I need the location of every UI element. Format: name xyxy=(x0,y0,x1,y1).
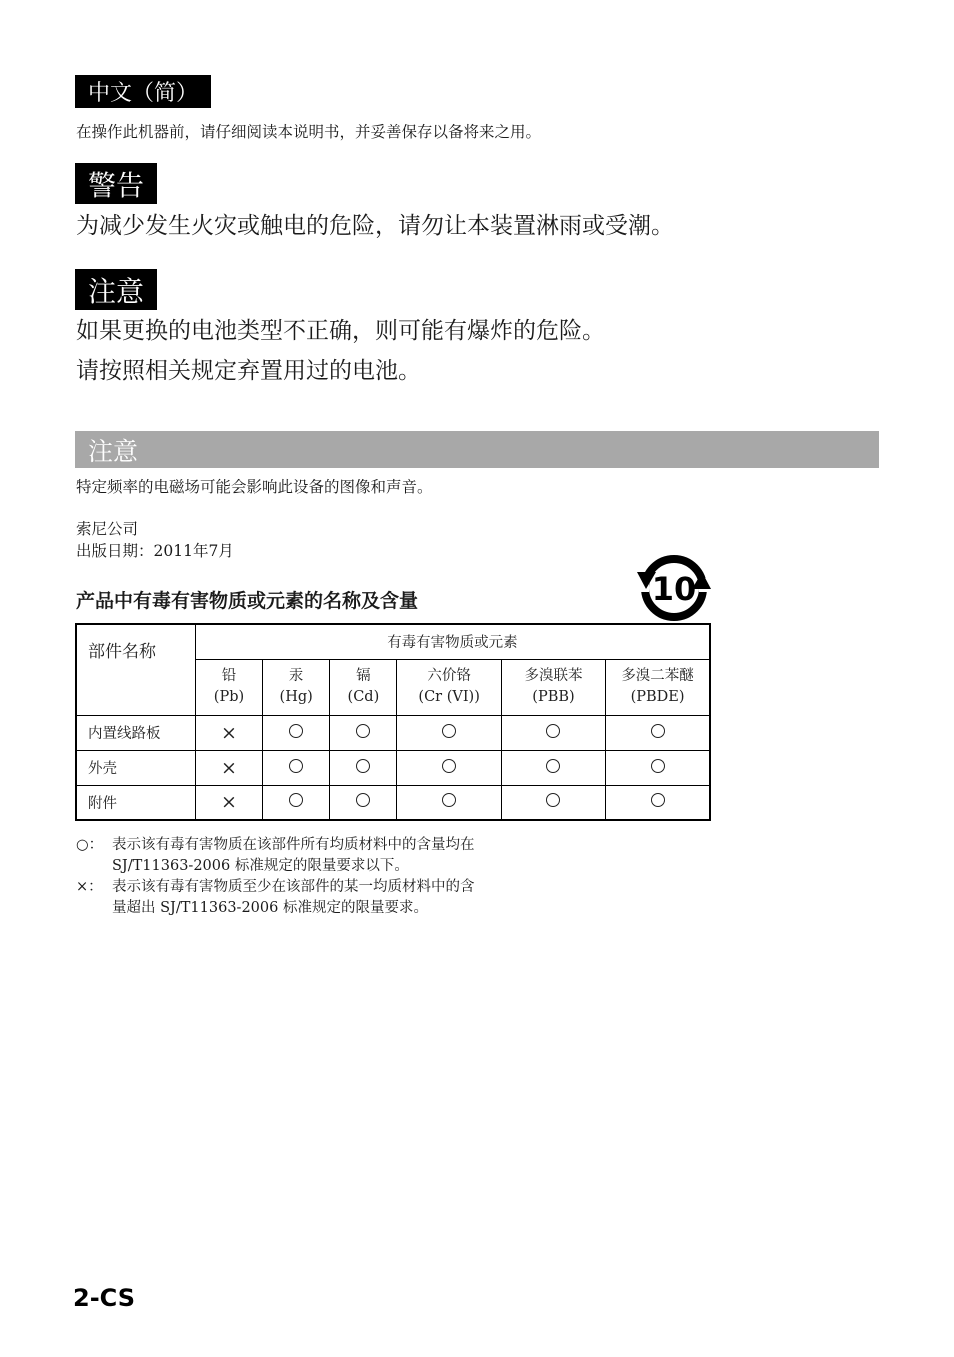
page-number: 2-CS xyxy=(73,1284,136,1312)
note-line: 表示该有毒有害物质至少在该部件的某一均质材料中的含 xyxy=(112,879,475,895)
circle-mark xyxy=(651,724,665,738)
part-name: 附件 xyxy=(76,785,195,820)
mark-cell xyxy=(263,785,330,820)
mark-cell xyxy=(397,785,501,820)
notice-banner-label: 注意 xyxy=(88,436,139,466)
notice-banner xyxy=(75,431,879,468)
column-header-hg xyxy=(263,659,330,715)
mark-cell xyxy=(606,750,710,785)
column-symbol: (PBB) xyxy=(532,689,575,705)
column-header-cr6 xyxy=(397,659,501,715)
mark-cell xyxy=(397,715,501,750)
warning-label-text: 警告 xyxy=(88,168,145,202)
note-circle xyxy=(76,835,556,877)
column-name: 汞 xyxy=(288,668,304,684)
circle-mark xyxy=(442,759,456,773)
circle-mark xyxy=(546,759,560,773)
column-name: 镉 xyxy=(356,668,371,684)
note-body xyxy=(112,835,532,877)
circle-mark xyxy=(651,759,665,773)
epup-10-logo xyxy=(634,550,714,624)
note-symbol: ×： xyxy=(76,879,103,895)
column-symbol: (Pb) xyxy=(213,689,245,705)
intro-text: 在操作此机器前，请仔细阅读本说明书，并妥善保存以备将来之用。 xyxy=(76,123,542,141)
mark-cell xyxy=(606,715,710,750)
company-name: 索尼公司 xyxy=(76,520,139,538)
cross-mark: × xyxy=(221,791,237,814)
column-name: 多溴联苯 xyxy=(524,668,583,684)
column-name: 多溴二苯醚 xyxy=(621,668,694,684)
part-name-header: 部件名称 xyxy=(76,624,195,715)
publish-date: 出版日期：2011年7月 xyxy=(76,542,234,560)
column-header-pb xyxy=(195,659,262,715)
table-row xyxy=(76,750,710,785)
note-line: 表示该有毒有害物质在该部件所有均质材料中的含量均在 xyxy=(112,837,475,853)
mark-cell xyxy=(330,785,397,820)
part-name: 外壳 xyxy=(76,750,195,785)
warning-label xyxy=(75,163,157,204)
mark-cell xyxy=(501,715,605,750)
mark-cell xyxy=(501,785,605,820)
table-row xyxy=(76,785,710,820)
mark-cell xyxy=(397,750,501,785)
circle-mark xyxy=(442,793,456,807)
mark-cell xyxy=(330,750,397,785)
column-name: 铅 xyxy=(221,668,237,684)
column-header-pbde xyxy=(606,659,710,715)
circle-mark xyxy=(289,724,303,738)
circle-mark xyxy=(289,759,303,773)
note-line: SJ/T11363-2006 标准规定的限量要求以下。 xyxy=(112,858,409,874)
mark-cell xyxy=(195,715,262,750)
notice-text: 特定频率的电磁场可能会影响此设备的图像和声音。 xyxy=(76,478,433,496)
column-header-pbb xyxy=(501,659,605,715)
part-name: 内置线路板 xyxy=(76,715,195,750)
circle-mark xyxy=(651,793,665,807)
column-symbol: (Cr (VI)) xyxy=(418,689,480,705)
caution-line-1: 如果更换的电池类型不正确，则可能有爆炸的危险。 xyxy=(76,318,605,344)
note-cross xyxy=(76,877,556,919)
circle-mark xyxy=(356,793,370,807)
circle-mark xyxy=(442,724,456,738)
warning-text: 为减少发生火灾或触电的危险，请勿让本装置淋雨或受潮。 xyxy=(76,213,674,239)
mark-cell xyxy=(606,785,710,820)
epup-logo-number: 10 xyxy=(651,570,697,608)
cross-mark: × xyxy=(221,721,237,744)
note-body xyxy=(112,877,532,919)
circle-mark xyxy=(356,759,370,773)
hazardous-substance-table xyxy=(75,623,711,821)
mark-cell xyxy=(330,715,397,750)
mark-cell xyxy=(263,750,330,785)
column-header-cd xyxy=(330,659,397,715)
mark-cell xyxy=(195,785,262,820)
language-label xyxy=(75,75,211,108)
column-symbol: (PBDE) xyxy=(630,689,685,705)
note-symbol: ○： xyxy=(76,837,104,853)
mark-cell xyxy=(195,750,262,785)
language-label-text: 中文（简） xyxy=(88,81,199,106)
caution-label-text: 注意 xyxy=(88,274,145,308)
caution-line-2: 请按照相关规定弃置用过的电池。 xyxy=(76,358,421,384)
circle-mark xyxy=(356,724,370,738)
circle-mark xyxy=(289,793,303,807)
substance-group-header: 有毒有害物质或元素 xyxy=(195,624,710,659)
column-symbol: (Cd) xyxy=(347,689,380,705)
cross-mark: × xyxy=(221,756,237,779)
circle-mark xyxy=(546,793,560,807)
note-line: 量超出 SJ/T11363-2006 标准规定的限量要求。 xyxy=(112,900,428,916)
table-row xyxy=(76,715,710,750)
caution-label xyxy=(75,269,157,310)
epup-logo-icon xyxy=(634,550,714,624)
mark-cell xyxy=(263,715,330,750)
mark-cell xyxy=(501,750,605,785)
circle-mark xyxy=(546,724,560,738)
column-name: 六价铬 xyxy=(427,668,471,684)
table-title: 产品中有毒有害物质或元素的名称及含量 xyxy=(76,590,419,612)
column-symbol: (Hg) xyxy=(279,689,313,705)
